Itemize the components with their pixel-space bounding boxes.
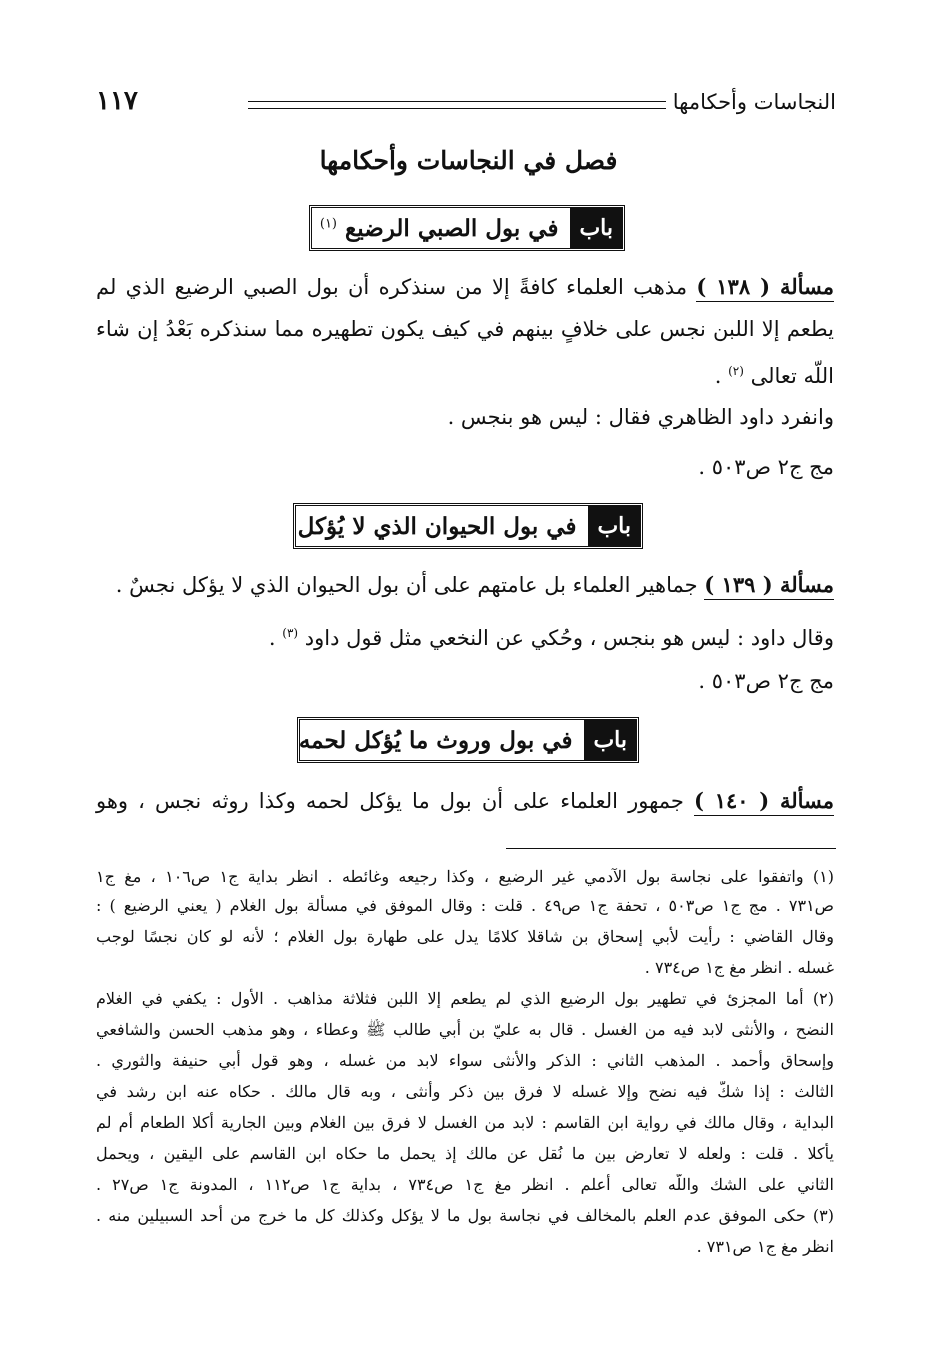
masala-label: مسألة ( ١٤٠ ) [694,788,834,816]
paragraph-line [96,570,834,602]
footnote-line: انظر مغ ج١ ص٧٣١ . [696,1237,834,1256]
section-title: في بول وروث ما يُؤكل لحمه [298,726,573,754]
reference-line: مج ج٢ ص٥٠٣ . [698,455,834,479]
header-double-rule [248,101,666,109]
line-text: جمهور العلماء على أن بول ما يؤكل لحمه وكذا روثه نجس ، وهو [96,789,684,813]
section-title-text: في بول الصبي الرضيع [345,214,559,242]
paragraph-line [96,272,834,304]
line-end: . [268,626,276,650]
section-tag: باب [588,506,640,546]
section-title: في بول الحيوان الذي لا يُؤكل [297,512,577,540]
paragraph-line [96,356,834,388]
footnote-line: يأكلا . قلت : ولعله لا تعارض بين ما نُقل عن مالك إذ يحمل ما حكاه ابن القاسم على اليقين ، ويحمل [96,1144,834,1163]
footnote-separator [506,848,836,849]
footnote-line: الثاني على الشك واللّه تعالى أعلم . انظر مغ ج١ ص٧٣٤ ، بداية ج١ ص١١٢ ، المدونة ج١ ص٢٧ . [96,1175,834,1194]
footnote-line: (٢) أما المجزئ في تطهير بول الرضيع الذي لم يطعم إلا اللبن فثلاثة مذاهب . الأول : يكفي في الغلام [96,989,834,1008]
section-box-2 [293,503,643,549]
line-text: اللّه تعالى [750,364,834,388]
section-box-3 [297,717,639,763]
footnote-line: البداية ، وقال مالك في رواية ابن القاسم : لابد من الغسل لا فرق بين الغلام وبين الجارية أكلا الطعام أم لم [96,1113,834,1132]
chapter-title: فصل في النجاسات وأحكامها [319,146,618,175]
footnote-ref: (٣) [282,626,299,640]
paragraph-line [96,618,834,650]
line-text: مذهب العلماء كافةً إلا من سنذكره أن بول الصبي الرضيع الذي لم [96,275,688,299]
line-text: جماهير العلماء بل عامتهم على أن بول الحيوان الذي لا يؤكل نجسٌ . [115,573,698,597]
section-title [308,215,571,242]
line-text: وقال داود : ليس هو بنجس ، وحُكي عن النخعي مثل قول داود [304,626,834,650]
footnote-line: غسله . انظر مغ ج١ ص٧٣٤ . [644,958,834,977]
running-header [96,88,836,122]
footnote-line: الثالث : إذا شكّ فيه نضح وإلا غسله لا فرق بين ذكر وأنثى ، وبه قال مالك . حكاه عنه ابن رشد في [96,1082,834,1101]
reference-line: مج ج٢ ص٥٠٣ . [698,669,834,693]
section-tag: باب [584,720,636,760]
footnote-line: وقال القاضي : رأيت لأبي إسحاق بن شاقلا كلامًا يدل على طهارة بول الغلام ؛ لأنه لو كان نجسًا لوجب [96,927,834,946]
footnote-line: ص٧٣١ . مج ج١ ص٥٠٣ ، تحفة ج١ ص٤٩ . قلت : وقال الموفق في مسألة بول الغلام ( يعني الرضيع ) : [96,896,834,915]
footnote-ref: (٢) [728,364,744,378]
footnote-ref: (١) [319,215,337,231]
footnote-line: وإسحاق وأحمد . المذهب الثاني : الذكر والأنثى سواء لابد من غسله ، وهو قول أبي حنيفة والثوري . [96,1051,834,1070]
footnote-line: (٣) حكى الموفق عدم العلم بالمخالف في نجاسة بول ما لا يؤكل وكذلك كل ما خرج من أحد السبيلين منه . [96,1206,834,1225]
line-end: . [714,364,722,388]
page-number: ١١٧ [96,86,138,116]
paragraph-line: يطعم إلا اللبن نجس على خلافٍ بينهم في كيف يكون تطهيره مما سنذكره بَعْدُ إن شاء [96,317,834,341]
masala-label: مسألة ( ١٣٨ ) [696,274,834,302]
footnote-line: النضح ، والأنثى لابد فيه من الغسل . قال به عليّ بن أبي طالب ﷺ وعطاء ، وهو مذهب الحسن والشافعي [96,1020,834,1039]
section-box-1 [309,205,625,251]
section-tag: باب [570,208,622,248]
paragraph-line: وانفرد داود الظاهري فقال : ليس هو بنجس . [447,405,834,429]
masala-label: مسألة ( ١٣٩ ) [704,572,834,600]
footnote-line: (١) واتفقوا على نجاسة بول الآدمي غير الرضيع ، وكذا رجيعه وغائطه . انظر بداية ج١ ص١٠٦ ، مغ ج١ [96,867,834,886]
paragraph-line [96,786,834,818]
running-header-title: النجاسات وأحكامها [672,90,836,114]
